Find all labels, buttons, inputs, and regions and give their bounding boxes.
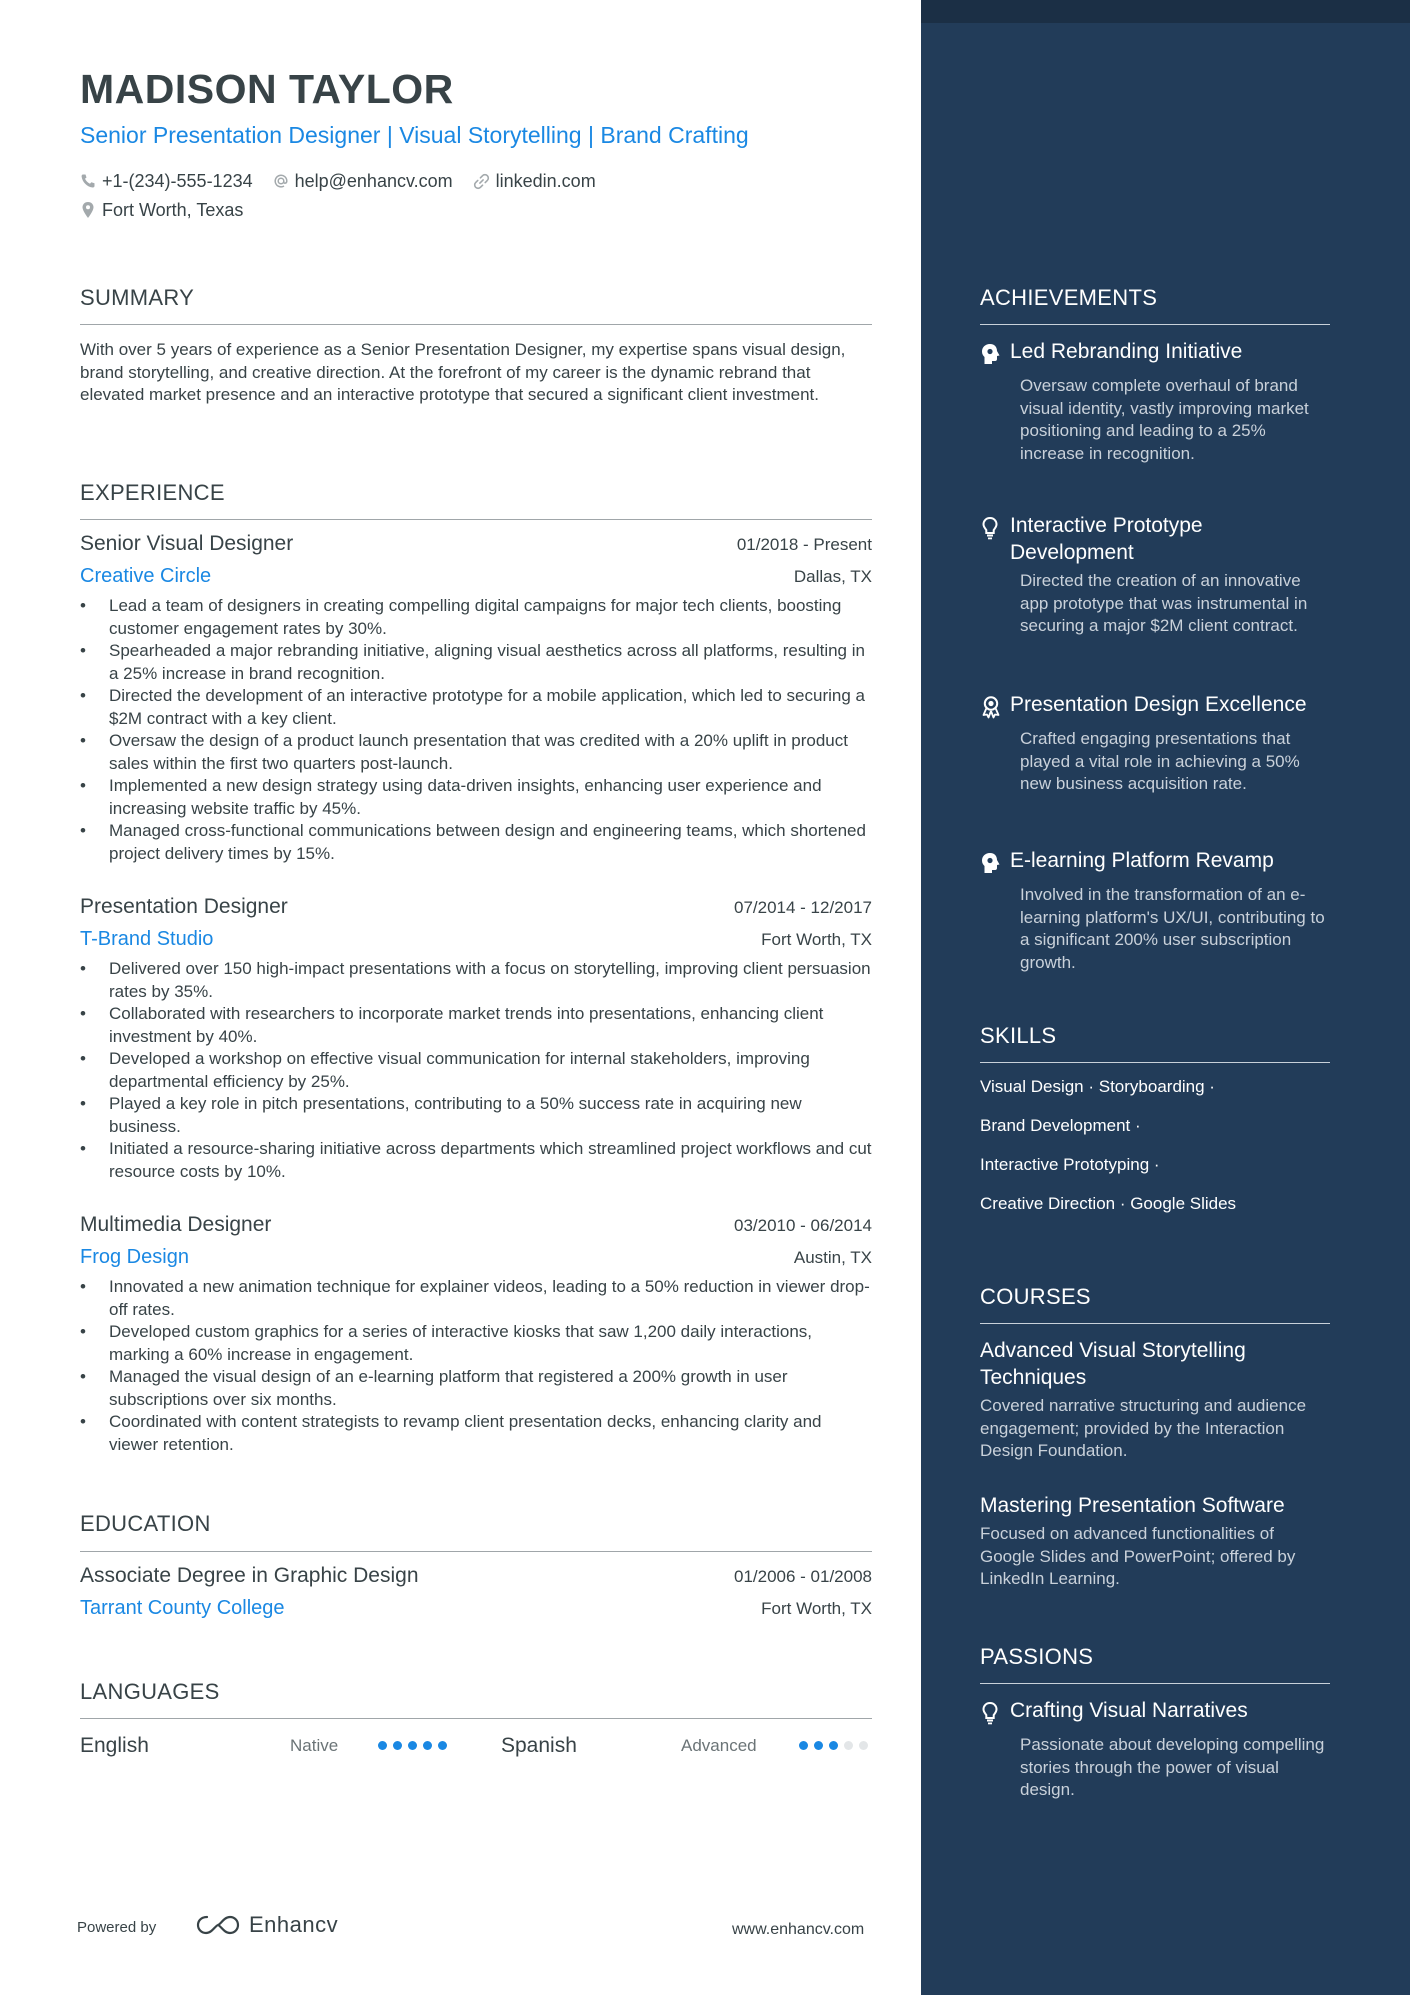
education-heading: EDUCATION xyxy=(80,1511,211,1536)
passions-divider xyxy=(980,1683,1330,1684)
sidebar-topbar xyxy=(921,0,1410,23)
job-bullet: • Played a key role in pitch presentations, contributing to a 50% success rate in acquiring new business. xyxy=(80,1093,872,1138)
rating-dot-filled xyxy=(393,1741,402,1750)
email-contact[interactable] xyxy=(273,171,453,192)
language-name: English xyxy=(80,1734,149,1757)
enhancv-logo[interactable] xyxy=(195,1912,338,1938)
achievements-heading: ACHIEVEMENTS xyxy=(980,285,1158,310)
passion-item xyxy=(980,1697,1332,1802)
job-dates: 03/2010 - 06/2014 xyxy=(733,1216,872,1235)
skill-line: Visual Design · Storyboarding · xyxy=(980,1077,1215,1096)
rating-dot-empty xyxy=(844,1741,853,1750)
phone-icon xyxy=(80,173,96,189)
education-dates: 01/2006 - 01/2008 xyxy=(733,1567,872,1586)
achievement-item xyxy=(980,847,1332,974)
achievement-desc: Oversaw complete overhaul of brand visual identity, vastly improving market positioning and leading to a 25% increase in recognition. xyxy=(1020,376,1309,463)
lightbulb-icon xyxy=(980,1701,1000,1725)
job-dates: 01/2018 - Present xyxy=(736,535,872,554)
passion-title: Crafting Visual Narratives xyxy=(1010,1699,1248,1722)
rating-dot-filled xyxy=(423,1741,432,1750)
language-rating xyxy=(378,1741,453,1750)
course-desc: Covered narrative structuring and audience engagement; provided by the Interaction Design Foundation. xyxy=(980,1396,1307,1460)
languages-heading: LANGUAGES xyxy=(80,1679,220,1704)
phone-contact[interactable] xyxy=(80,171,253,192)
job-entry xyxy=(80,895,872,1183)
education-divider xyxy=(80,1551,872,1552)
job-bullet: • Delivered over 150 high-impact presentations with a focus on storytelling, improving client persuasion rates by 35%. xyxy=(80,958,872,1003)
job-dates: 07/2014 - 12/2017 xyxy=(733,898,872,917)
rating-dot-empty xyxy=(859,1741,868,1750)
job-bullet: • Developed a workshop on effective visual communication for internal stakeholders, improving departmental efficiency by 25%. xyxy=(80,1048,872,1093)
powered-by-label: Powered by xyxy=(77,1919,157,1936)
phone-text: +1-(234)-555-1234 xyxy=(102,170,253,191)
achievement-title: E-learning Platform Revamp xyxy=(1010,849,1274,872)
location-pin-icon xyxy=(80,201,96,219)
link-text: linkedin.com xyxy=(495,170,596,191)
languages-divider xyxy=(80,1718,872,1719)
experience-heading: EXPERIENCE xyxy=(80,480,225,505)
skills-list xyxy=(980,1077,1330,1233)
award-icon xyxy=(980,695,1002,719)
skill-line: Interactive Prototyping · xyxy=(980,1155,1160,1174)
skills-heading: SKILLS xyxy=(980,1023,1057,1048)
rating-dot-filled xyxy=(408,1741,417,1750)
achievement-item xyxy=(980,338,1332,465)
link-contact[interactable] xyxy=(473,171,596,192)
job-bullet: • Directed the development of an interactive prototype for a mobile application, which led to securing a $2M contract with a key client. xyxy=(80,685,872,730)
job-bullet: • Developed custom graphics for a series of interactive kiosks that saw 1,200 daily interactions, marking a 60% increase in engagement. xyxy=(80,1321,872,1366)
job-location: Fort Worth, TX xyxy=(761,930,872,949)
achievement-item xyxy=(980,691,1332,796)
job-bullet: • Managed cross-functional communications between design and engineering teams, which shortened project delivery times by 15%. xyxy=(80,820,872,865)
language-level: Advanced xyxy=(681,1736,757,1755)
skill-line: Creative Direction · Google Slides xyxy=(980,1194,1237,1213)
contact-info xyxy=(80,168,616,226)
passion-desc: Passionate about developing compelling stories through the power of visual design. xyxy=(1020,1735,1325,1799)
achievement-desc: Crafted engaging presentations that played a vital role in achieving a 50% new business acquisition rate. xyxy=(1020,729,1300,793)
language-item xyxy=(501,1728,881,1764)
courses-heading: COURSES xyxy=(980,1284,1091,1309)
candidate-name: MADISON TAYLOR xyxy=(80,66,454,112)
achievement-title: Presentation Design Excellence xyxy=(1010,693,1307,716)
course-title: Mastering Presentation Software xyxy=(980,1494,1285,1517)
course-title: Advanced Visual Storytelling Techniques xyxy=(980,1339,1246,1389)
job-company[interactable]: Frog Design xyxy=(80,1246,189,1268)
job-role: Multimedia Designer xyxy=(80,1213,272,1236)
link-icon xyxy=(473,173,490,190)
achievement-desc: Directed the creation of an innovative app prototype that was instrumental in securing a major $2M client contract. xyxy=(1020,571,1308,635)
job-bullets xyxy=(80,958,872,1183)
email-text: help@enhancv.com xyxy=(294,170,453,191)
course-item xyxy=(980,1492,1330,1591)
candidate-title: Senior Presentation Designer | Visual Storytelling | Brand Crafting xyxy=(80,122,749,148)
job-role: Senior Visual Designer xyxy=(80,532,294,555)
head-icon xyxy=(980,851,1002,875)
rating-dot-filled xyxy=(799,1741,808,1750)
job-bullet: • Initiated a resource-sharing initiative across departments which streamlined project workflows and cut resource costs by 10%. xyxy=(80,1138,872,1183)
summary-text: With over 5 years of experience as a Senior Presentation Designer, my expertise spans visual design, brand storytelling, and creative direction. At the forefront of my career is the dynamic rebrand that elevated market presence and an interactive prototype that secured a significant client investment. xyxy=(80,340,846,404)
at-icon xyxy=(273,173,289,189)
job-bullet: • Oversaw the design of a product launch presentation that was credited with a 20% uplift in product sales within the first two quarters post-launch. xyxy=(80,730,872,775)
job-company[interactable]: Creative Circle xyxy=(80,565,212,587)
head-icon xyxy=(980,342,1002,366)
enhancv-logo-icon xyxy=(195,1913,241,1937)
achievement-item xyxy=(980,512,1332,638)
rating-dot-filled xyxy=(814,1741,823,1750)
location-text: Fort Worth, Texas xyxy=(102,199,244,220)
summary-heading: SUMMARY xyxy=(80,285,195,310)
education-location: Fort Worth, TX xyxy=(761,1599,872,1618)
school[interactable]: Tarrant County College xyxy=(80,1597,285,1619)
languages-list xyxy=(80,1728,872,1768)
achievement-desc: Involved in the transformation of an e-learning platform's UX/UI, contributing to a significant 200% user subscription growth. xyxy=(1020,885,1325,972)
job-bullets xyxy=(80,1276,872,1456)
job-bullet: • Lead a team of designers in creating compelling digital campaigns for major tech clients, boosting customer engagement rates by 30%. xyxy=(80,595,872,640)
job-bullet: • Implemented a new design strategy using data-driven insights, enhancing user experience and increasing website traffic by 45%. xyxy=(80,775,872,820)
experience-divider xyxy=(80,519,872,520)
language-rating xyxy=(799,1741,874,1750)
education-entry xyxy=(80,1564,872,1625)
job-entry xyxy=(80,1213,872,1456)
lightbulb-icon xyxy=(980,516,1000,540)
rating-dot-filled xyxy=(438,1741,447,1750)
course-desc: Focused on advanced functionalities of Google Slides and PowerPoint; offered by LinkedIn Learning. xyxy=(980,1524,1296,1588)
job-company[interactable]: T-Brand Studio xyxy=(80,928,214,950)
achievement-title: Interactive Prototype Development xyxy=(1010,514,1203,564)
rating-dot-filled xyxy=(378,1741,387,1750)
job-bullet: • Spearheaded a major rebranding initiative, aligning visual aesthetics across all platforms, resulting in a 25% increase in brand recognition. xyxy=(80,640,872,685)
footer-url[interactable]: www.enhancv.com xyxy=(732,1921,865,1938)
enhancv-brand: Enhancv xyxy=(249,1912,339,1937)
course-item xyxy=(980,1337,1330,1463)
job-role: Presentation Designer xyxy=(80,895,288,918)
degree: Associate Degree in Graphic Design xyxy=(80,1564,419,1587)
passions-heading: PASSIONS xyxy=(980,1644,1094,1669)
job-location: Dallas, TX xyxy=(793,567,872,586)
job-bullets xyxy=(80,595,872,865)
skills-divider xyxy=(980,1062,1330,1063)
job-entry xyxy=(80,532,872,865)
summary-divider xyxy=(80,324,872,325)
language-item xyxy=(80,1728,460,1764)
language-name: Spanish xyxy=(501,1734,577,1757)
job-bullet: • Coordinated with content strategists to revamp client presentation decks, enhancing clarity and viewer retention. xyxy=(80,1411,872,1456)
achievements-divider xyxy=(980,324,1330,325)
job-bullet: • Innovated a new animation technique for explainer videos, leading to a 50% reduction in viewer drop-off rates. xyxy=(80,1276,872,1321)
achievement-title: Led Rebranding Initiative xyxy=(1010,340,1243,363)
rating-dot-filled xyxy=(829,1741,838,1750)
job-bullet: • Collaborated with researchers to incorporate market trends into presentations, enhancing client investment by 40%. xyxy=(80,1003,872,1048)
skill-line: Brand Development · xyxy=(980,1116,1141,1135)
job-location: Austin, TX xyxy=(793,1248,872,1267)
location-contact xyxy=(80,200,243,221)
language-level: Native xyxy=(290,1736,339,1755)
job-bullet: • Managed the visual design of an e-learning platform that registered a 200% growth in user subscriptions over six months. xyxy=(80,1366,872,1411)
courses-divider xyxy=(980,1323,1330,1324)
